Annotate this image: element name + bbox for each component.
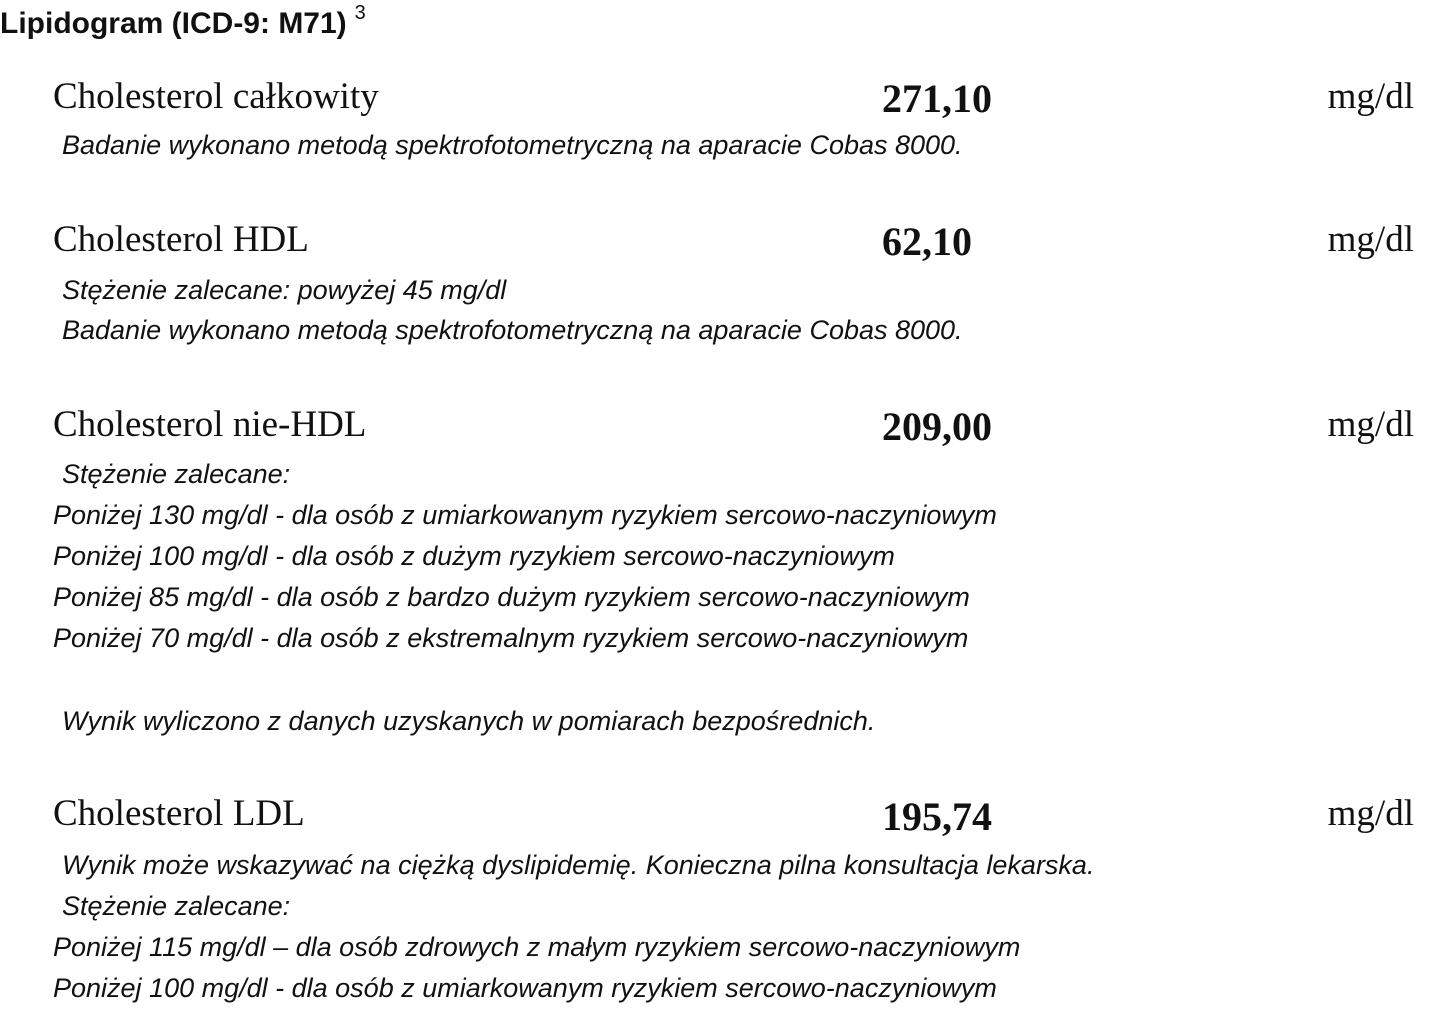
test-unit-hdl: mg/dl (1327, 219, 1414, 260)
test-note-method: Badanie wykonano metodą spektrofotometryczną na aparacie Cobas 8000. (62, 315, 963, 345)
section-title-text: Lipidogram (ICD-9: M71) (0, 7, 347, 40)
test-note-threshold: Poniżej 100 mg/dl - dla osób z dużym ryzykiem sercowo-naczyniowym (53, 541, 895, 571)
test-value-ldl: 195,74 (882, 794, 992, 839)
section-title-superscript: 3 (354, 2, 366, 24)
test-value-non-hdl: 209,00 (882, 404, 992, 449)
test-unit-total-cholesterol: mg/dl (1327, 76, 1414, 117)
test-unit-ldl: mg/dl (1327, 793, 1414, 834)
test-note-threshold: Poniżej 85 mg/dl - dla osób z bardzo dużym ryzykiem sercowo-naczyniowym (53, 582, 970, 612)
test-note-threshold: Poniżej 115 mg/dl – dla osób zdrowych z małym ryzykiem sercowo-naczyniowym (53, 932, 1021, 962)
test-value-hdl: 62,10 (882, 219, 972, 264)
test-note-calculation: Wynik wyliczono z danych uzyskanych w pomiarach bezpośrednich. (62, 706, 876, 736)
test-note-recommended: Stężenie zalecane: powyżej 45 mg/dl (62, 275, 507, 305)
test-note-threshold: Poniżej 130 mg/dl - dla osób z umiarkowanym ryzykiem sercowo-naczyniowym (53, 500, 997, 530)
test-name-total-cholesterol: Cholesterol całkowity (53, 76, 379, 117)
test-value-total-cholesterol: 271,10 (882, 76, 992, 121)
test-name-hdl: Cholesterol HDL (53, 219, 309, 260)
test-name-ldl: Cholesterol LDL (53, 793, 305, 834)
test-note-method: Badanie wykonano metodą spektrofotometryczną na aparacie Cobas 8000. (62, 130, 963, 160)
test-note-recommended: Stężenie zalecane: (62, 459, 291, 489)
test-note-warning: Wynik może wskazywać na ciężką dyslipidemię. Konieczna pilna konsultacja lekarska. (62, 850, 1095, 880)
test-note-threshold: Poniżej 100 mg/dl - dla osób z umiarkowanym ryzykiem sercowo-naczyniowym (53, 973, 997, 1003)
test-unit-non-hdl: mg/dl (1327, 404, 1414, 445)
test-note-recommended: Stężenie zalecane: (62, 891, 291, 921)
test-name-non-hdl: Cholesterol nie-HDL (53, 404, 367, 445)
test-note-threshold: Poniżej 70 mg/dl - dla osób z ekstremalnym ryzykiem sercowo-naczyniowym (53, 623, 969, 653)
section-title (0, 4, 366, 47)
